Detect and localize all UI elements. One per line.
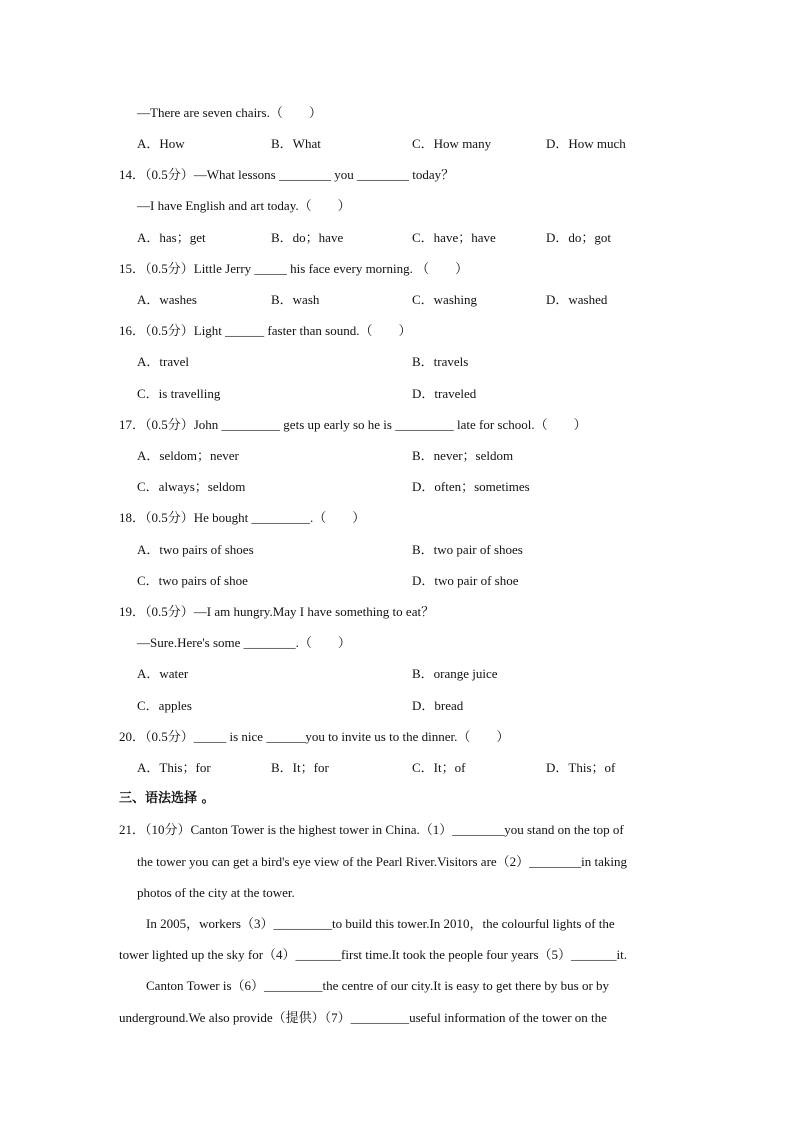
q13-option-d: D．How much [546, 136, 626, 151]
q17-option-d: D．often；sometimes [412, 479, 530, 494]
q18-option-d: D．two pair of shoe [412, 573, 519, 588]
q15-option-a: A．washes [137, 292, 197, 307]
q16-option-d: D．traveled [412, 386, 477, 401]
q18-stem: 18．（0.5分）He bought _________.（ ） [119, 510, 366, 525]
q20-option-d: D．This；of [546, 760, 616, 775]
q15-option-d: D．washed [546, 292, 608, 307]
q13-option-c: C．How many [412, 136, 492, 151]
q14-stem: 14．（0.5分）—What lessons ________ you ________ today？ [119, 167, 455, 182]
q21-line-2: the tower you can get a bird's eye view of the Pearl River.Visitors are（2）________in taking [137, 854, 628, 869]
q17-option-b: B．never；seldom [412, 448, 514, 463]
q21-line-1: 21．（10分）Canton Tower is the highest tower in China.（1）________you stand on the top of [119, 822, 624, 837]
q21-line-5: tower lighted up the sky for（4）_______first time.It took the people four years（5）_______it. [119, 947, 627, 962]
q19-option-b: B．orange juice [412, 666, 498, 681]
q16-stem: 16．（0.5分）Light ______ faster than sound.（ ） [119, 323, 412, 338]
q17-option-a: A．seldom；never [137, 448, 239, 463]
q21-line-4: In 2005，workers（3）_________to build this tower.In 2010，the colourful lights of the [146, 916, 615, 931]
q17-option-c: C．always；seldom [137, 479, 246, 494]
q13-answer-line: —There are seven chairs.（ ） [137, 105, 322, 120]
q20-option-c: C．It；of [412, 760, 466, 775]
q21-line-3: photos of the city at the tower. [137, 885, 295, 900]
q17-stem: 17．（0.5分）John _________ gets up early so he is _________ late for school.（ ） [119, 417, 587, 432]
q16-option-a: A．travel [137, 354, 189, 369]
q14-option-d: D．do；got [546, 230, 612, 245]
q13-option-a: A．How [137, 136, 185, 151]
q18-option-a: A．two pairs of shoes [137, 542, 254, 557]
q21-line-7: underground.We also provide（提供）（7）_________useful information of the tower on the [119, 1010, 607, 1025]
section-heading-grammar: 三、语法选择 。 [119, 791, 215, 806]
q19-stem: 19．（0.5分）—I am hungry.May I have something to eat？ [119, 604, 435, 619]
q20-option-b: B．It；for [271, 760, 329, 775]
q20-option-a: A．This；for [137, 760, 211, 775]
q16-option-b: B．travels [412, 354, 469, 369]
q19-option-a: A．water [137, 666, 189, 681]
q19-answer-line: —Sure.Here's some ________.（ ） [137, 635, 351, 650]
q13-option-b: B．What [271, 136, 321, 151]
q14-option-b: B．do；have [271, 230, 344, 245]
q15-option-b: B．wash [271, 292, 320, 307]
q14-option-a: A．has；get [137, 230, 206, 245]
q16-option-c: C．is travelling [137, 386, 221, 401]
q18-option-c: C．two pairs of shoe [137, 573, 248, 588]
q19-option-c: C．apples [137, 698, 192, 713]
q15-option-c: C．washing [412, 292, 478, 307]
q14-answer-line: —I have English and art today.（ ） [137, 198, 351, 213]
q20-stem: 20．（0.5分）_____ is nice ______you to invite us to the dinner.（ ） [119, 729, 510, 744]
q14-option-c: C．have；have [412, 230, 496, 245]
q15-stem: 15．（0.5分）Little Jerry _____ his face every morning. （ ） [119, 261, 469, 276]
q19-option-d: D．bread [412, 698, 464, 713]
q21-line-6: Canton Tower is（6）_________the centre of our city.It is easy to get there by bus or by [146, 978, 610, 993]
q18-option-b: B．two pair of shoes [412, 542, 523, 557]
